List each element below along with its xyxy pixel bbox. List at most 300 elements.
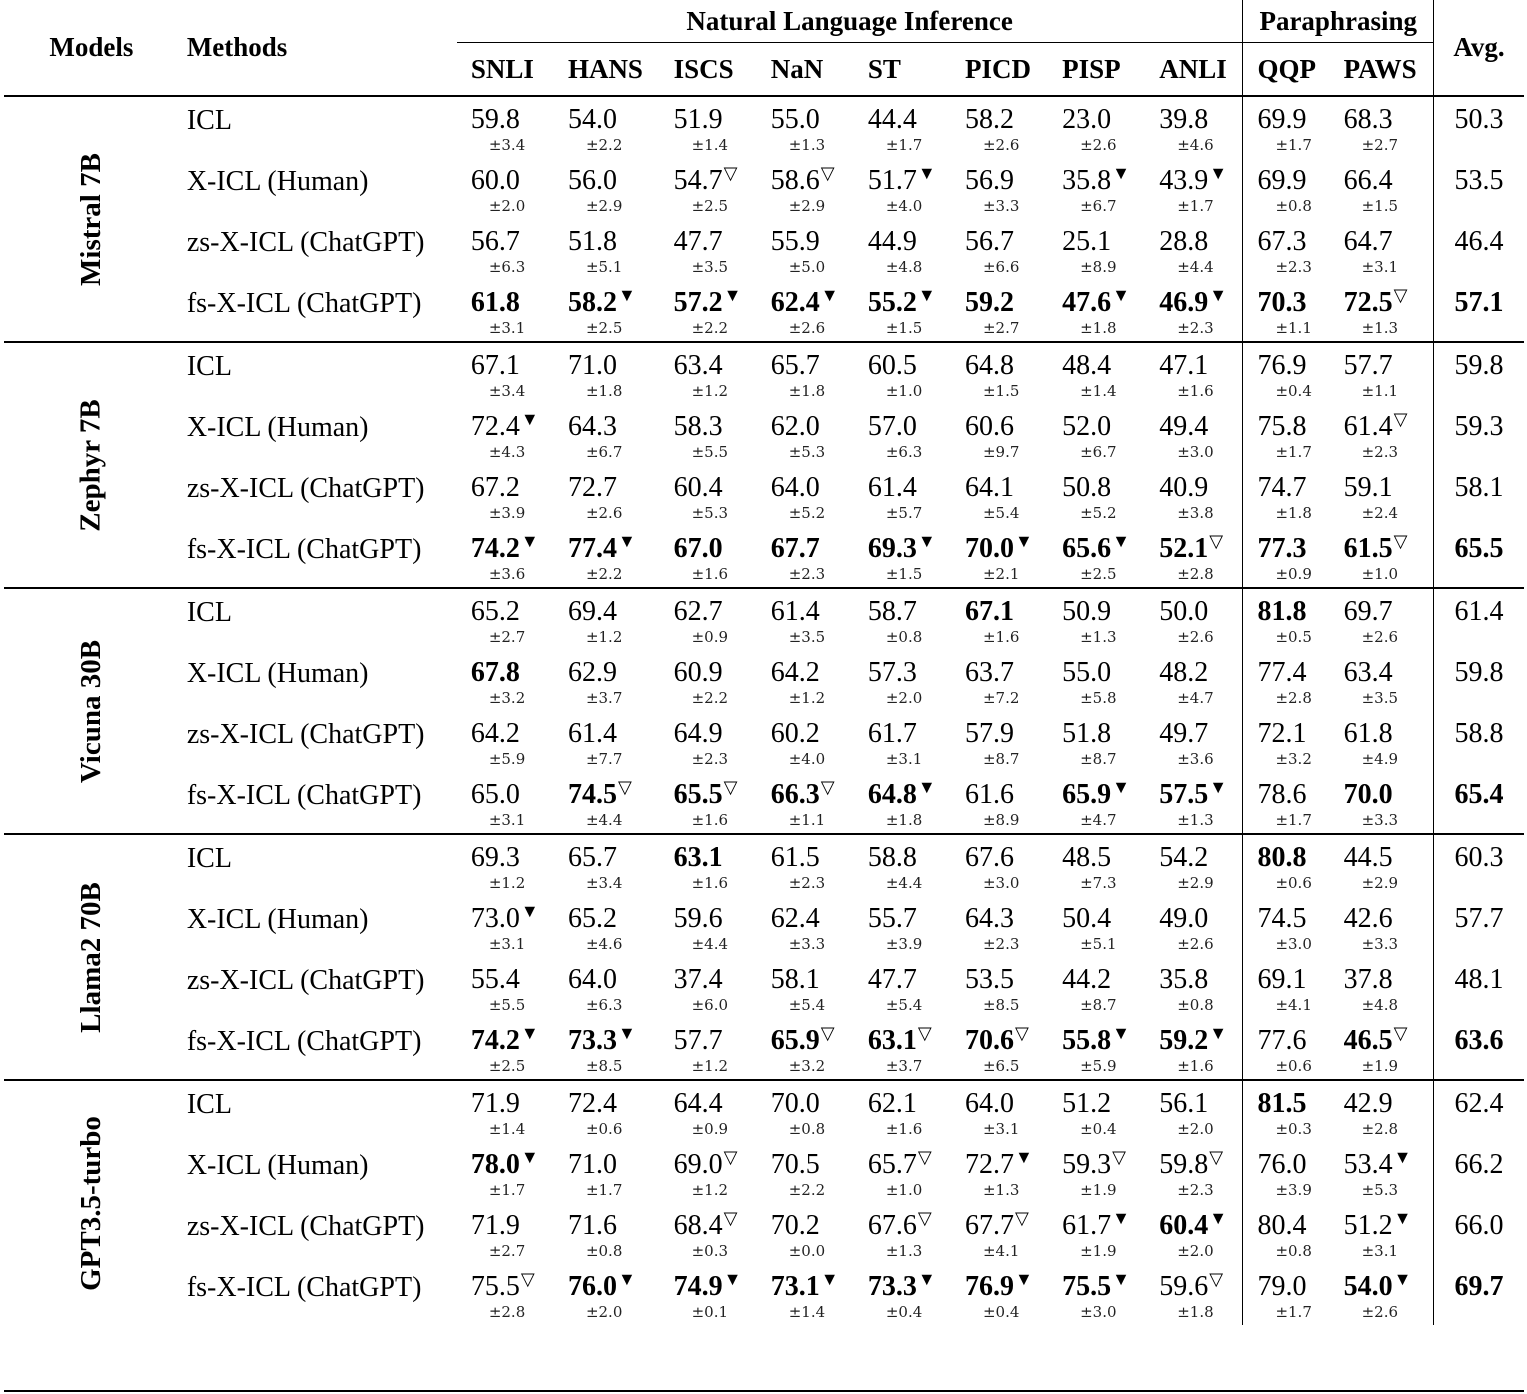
score-value: [868, 227, 951, 257]
header-dataset-pisp: PISP: [1062, 53, 1121, 84]
std-dev: ±3.9: [885, 935, 923, 953]
method-label: ICL: [179, 834, 457, 896]
score-value: [471, 658, 554, 688]
score-cell-iscs: [660, 280, 757, 342]
score-value: [567, 1268, 660, 1302]
score-cell-pisp: [1048, 834, 1145, 896]
score-cell-anli: [1145, 1264, 1243, 1325]
std-dev: ±6.7: [1080, 197, 1117, 215]
score-number: 50.8: [1062, 472, 1112, 503]
average-cell: [1434, 158, 1525, 219]
model-label-cell: [4, 834, 179, 1080]
score-cell-nan: [757, 1018, 854, 1080]
score-value: [771, 965, 854, 995]
std-dev: ±1.4: [691, 136, 729, 154]
score-number: 56.9: [964, 165, 1014, 196]
average-cell: [1434, 342, 1525, 404]
model-name: Vicuna 30B: [74, 639, 107, 783]
score-value: [1159, 1207, 1242, 1241]
std-dev: ±2.6: [1080, 136, 1117, 154]
std-dev: ±5.3: [788, 443, 826, 461]
score-number: 55.0: [770, 104, 820, 135]
std-dev: ±1.3: [1361, 319, 1399, 337]
score-number: 64.0: [964, 1088, 1014, 1119]
std-dev: ±2.0: [585, 1303, 623, 1321]
std-dev: ±8.9: [1080, 258, 1117, 276]
significance-hollow-triangle-icon: ▽: [520, 1268, 535, 1289]
std-dev: ±1.1: [788, 811, 826, 829]
score-value: [674, 1026, 757, 1056]
score-cell-anli: [1145, 711, 1243, 772]
score-cell-anli: [1145, 1018, 1243, 1080]
score-cell-snli: [457, 1080, 554, 1142]
std-dev: ±1.7: [488, 1181, 526, 1199]
score-number: 67.3: [1257, 226, 1307, 257]
score-value: [770, 162, 854, 196]
score-value: [1344, 719, 1433, 749]
score-cell-st: [854, 588, 951, 650]
table-row: [4, 1203, 1524, 1264]
std-dev: ±6.7: [1080, 443, 1117, 461]
score-cell-st: [854, 465, 951, 526]
std-dev: ±3.3: [982, 197, 1020, 215]
significance-filled-triangle-icon: ▼: [520, 408, 539, 429]
score-number: 48.2: [1159, 657, 1209, 688]
std-dev: ±5.3: [691, 504, 729, 522]
score-number: 59.6: [1159, 1271, 1209, 1302]
score-number: 65.5: [673, 779, 723, 810]
score-number: 67.2: [470, 472, 520, 503]
std-dev: ±4.4: [691, 935, 729, 953]
score-number: 76.0: [1257, 1149, 1307, 1180]
significance-hollow-triangle-icon: ▽: [1209, 1146, 1224, 1167]
std-dev: ±0.8: [1275, 1242, 1312, 1260]
score-value: [471, 166, 554, 196]
score-cell-hans: [554, 588, 660, 650]
score-value: [1159, 162, 1242, 196]
std-dev: ±0.4: [1275, 382, 1312, 400]
score-cell-hans: [554, 158, 660, 219]
score-cell-nan: [757, 219, 854, 280]
significance-hollow-triangle-icon: ▽: [617, 776, 632, 797]
score-number: 58.3: [673, 411, 723, 442]
score-value: [965, 904, 1048, 934]
std-dev: ±3.3: [788, 935, 826, 953]
std-dev: ±0.8: [788, 1120, 826, 1138]
score-number: 35.8: [1159, 964, 1209, 995]
std-dev: ±1.5: [885, 565, 923, 583]
score-cell-picd: [951, 1142, 1048, 1203]
score-value: [674, 1089, 757, 1119]
average-cell: [1434, 526, 1525, 588]
score-cell-nan: [757, 342, 854, 404]
score-cell-st: [854, 404, 951, 465]
std-dev: ±5.4: [885, 996, 923, 1014]
score-cell-st: [854, 219, 951, 280]
model-name: GPT3.5-turbo: [74, 1115, 107, 1291]
score-cell-nan: [757, 588, 854, 650]
score-number: 61.8: [1343, 718, 1393, 749]
score-value: [1344, 780, 1433, 810]
score-cell-picd: [951, 711, 1048, 772]
score-number: 70.0: [964, 533, 1014, 564]
std-dev: ±0.6: [1275, 874, 1312, 892]
score-number: 54.0: [567, 104, 617, 135]
std-dev: ±1.8: [788, 382, 826, 400]
score-number: 74.2: [470, 1025, 520, 1056]
score-number: 53.5: [964, 964, 1014, 995]
score-value: [568, 166, 660, 196]
score-value: [673, 776, 757, 810]
score-value: [964, 530, 1048, 564]
score-number: 77.4: [1257, 657, 1307, 688]
std-dev: ±2.9: [585, 197, 623, 215]
score-number: 72.5: [1343, 287, 1393, 318]
score-number: 63.1: [867, 1025, 917, 1056]
score-value: [771, 1150, 854, 1180]
table-row: [4, 957, 1524, 1018]
score-value: [965, 473, 1048, 503]
method-label: ICL: [179, 1080, 457, 1142]
std-dev: ±0.4: [1080, 1120, 1117, 1138]
significance-hollow-triangle-icon: ▽: [1112, 1146, 1126, 1167]
score-cell-pisp: [1048, 1142, 1145, 1203]
score-cell-snli: [457, 896, 554, 957]
score-number: 55.2: [867, 287, 917, 318]
std-dev: ±0.3: [1275, 1120, 1312, 1138]
score-cell-paws: [1330, 650, 1434, 711]
score-cell-qqp: [1243, 158, 1330, 219]
std-dev: ±3.1: [488, 811, 526, 829]
header-dataset-hans: HANS: [567, 53, 643, 84]
average-value: 58.8: [1454, 718, 1504, 749]
score-number: 51.8: [1062, 718, 1112, 749]
score-number: 77.4: [567, 533, 617, 564]
score-value: [471, 105, 554, 135]
std-dev: ±1.7: [1177, 197, 1214, 215]
score-cell-picd: [951, 896, 1048, 957]
header-dataset-iscs: ISCS: [673, 53, 734, 84]
score-cell-paws: [1330, 526, 1434, 588]
score-number: 47.1: [1159, 350, 1209, 381]
significance-filled-triangle-icon: ▼: [917, 162, 936, 183]
score-number: 49.0: [1159, 903, 1209, 934]
score-value: [1257, 1089, 1329, 1119]
score-cell-st: [854, 342, 951, 404]
score-cell-iscs: [660, 158, 757, 219]
score-number: 59.8: [470, 104, 520, 135]
score-number: 58.2: [567, 287, 617, 318]
average-value: 59.8: [1454, 657, 1504, 688]
score-cell-paws: [1330, 1264, 1434, 1325]
significance-filled-triangle-icon: ▼: [1393, 1207, 1412, 1228]
results-table: [4, 0, 1524, 1325]
significance-filled-triangle-icon: ▼: [1112, 776, 1130, 797]
score-cell-paws: [1330, 711, 1434, 772]
score-number: 67.8: [470, 657, 520, 688]
std-dev: ±8.7: [982, 750, 1020, 768]
std-dev: ±2.2: [788, 1181, 826, 1199]
score-cell-st: [854, 711, 951, 772]
score-number: 61.4: [567, 718, 617, 749]
score-cell-st: [854, 834, 951, 896]
score-number: 54.7: [673, 165, 723, 196]
score-number: 65.2: [567, 903, 617, 934]
method-label: fs-X-ICL (ChatGPT): [186, 288, 422, 319]
std-dev: ±1.4: [488, 1120, 526, 1138]
header-dataset-st: ST: [867, 53, 901, 84]
score-cell-pisp: [1048, 896, 1145, 957]
score-number: 61.7: [1062, 1210, 1112, 1241]
significance-filled-triangle-icon: ▼: [917, 1268, 936, 1289]
score-cell-paws: [1330, 219, 1434, 280]
std-dev: ±1.9: [1080, 1181, 1117, 1199]
score-number: 48.4: [1062, 350, 1112, 381]
std-dev: ±1.2: [585, 628, 623, 646]
score-value: [471, 473, 554, 503]
score-cell-nan: [757, 1142, 854, 1203]
score-number: 64.2: [470, 718, 520, 749]
significance-filled-triangle-icon: ▼: [1014, 530, 1033, 551]
table-row: [4, 158, 1524, 219]
score-cell-nan: [757, 896, 854, 957]
std-dev: ±2.5: [585, 319, 623, 337]
significance-hollow-triangle-icon: ▽: [820, 1022, 835, 1043]
std-dev: ±0.9: [691, 628, 729, 646]
std-dev: ±1.8: [585, 382, 623, 400]
std-dev: ±2.1: [982, 565, 1020, 583]
std-dev: ±0.8: [585, 1242, 623, 1260]
table-row: [4, 1080, 1524, 1142]
score-value: [471, 719, 554, 749]
score-number: 57.9: [964, 718, 1014, 749]
score-value: [1159, 1268, 1242, 1302]
score-number: 74.5: [1257, 903, 1307, 934]
std-dev: ±2.6: [585, 504, 623, 522]
score-number: 62.7: [673, 596, 723, 627]
score-value: [1159, 1022, 1242, 1056]
score-cell-pisp: [1048, 772, 1145, 834]
std-dev: ±1.1: [1361, 382, 1399, 400]
score-cell-iscs: [660, 1080, 757, 1142]
table-row: [4, 280, 1524, 342]
significance-filled-triangle-icon: ▼: [1014, 1146, 1033, 1167]
score-cell-nan: [757, 957, 854, 1018]
score-value: [868, 719, 951, 749]
std-dev: ±2.9: [1177, 874, 1214, 892]
std-dev: ±5.2: [788, 504, 826, 522]
method-label: ICL: [179, 588, 457, 650]
score-number: 63.1: [673, 842, 723, 873]
score-value: [965, 965, 1048, 995]
score-value: [1159, 1089, 1242, 1119]
score-cell-st: [854, 896, 951, 957]
std-dev: ±2.3: [788, 874, 826, 892]
std-dev: ±4.1: [982, 1242, 1020, 1260]
score-number: 55.7: [867, 903, 917, 934]
significance-filled-triangle-icon: ▼: [917, 776, 936, 797]
score-value: [471, 1211, 554, 1241]
score-number: 81.5: [1257, 1088, 1307, 1119]
score-cell-pisp: [1048, 1080, 1145, 1142]
score-number: 61.4: [867, 472, 917, 503]
score-value: [567, 284, 660, 318]
score-number: 51.7: [867, 165, 917, 196]
score-cell-anli: [1145, 650, 1243, 711]
significance-hollow-triangle-icon: ▽: [1209, 530, 1224, 551]
score-number: 56.1: [1159, 1088, 1209, 1119]
significance-filled-triangle-icon: ▼: [820, 1268, 839, 1289]
score-number: 61.4: [770, 596, 820, 627]
significance-filled-triangle-icon: ▼: [617, 1268, 636, 1289]
score-number: 73.3: [867, 1271, 917, 1302]
score-value: [1257, 473, 1329, 503]
score-number: 63.4: [673, 350, 723, 381]
score-cell-st: [854, 280, 951, 342]
std-dev: ±3.1: [488, 319, 526, 337]
score-number: 70.3: [1257, 287, 1307, 318]
score-cell-st: [854, 158, 951, 219]
std-dev: ±4.7: [1177, 689, 1214, 707]
score-cell-iscs: [660, 404, 757, 465]
score-cell-paws: [1330, 280, 1434, 342]
score-value: [1257, 658, 1329, 688]
score-cell-picd: [951, 465, 1048, 526]
significance-filled-triangle-icon: ▼: [1393, 1146, 1412, 1167]
header-avg: Avg.: [1434, 0, 1525, 96]
score-cell-anli: [1145, 896, 1243, 957]
significance-filled-triangle-icon: ▼: [917, 530, 936, 551]
score-cell-paws: [1330, 96, 1434, 158]
std-dev: ±1.3: [1080, 628, 1117, 646]
std-dev: ±3.9: [488, 504, 526, 522]
table-row: [4, 1264, 1524, 1325]
score-cell-hans: [554, 650, 660, 711]
average-value: 65.5: [1454, 533, 1504, 564]
score-cell-snli: [457, 1142, 554, 1203]
score-value: [965, 105, 1048, 135]
table-row: [4, 896, 1524, 957]
std-dev: ±2.3: [1177, 1181, 1214, 1199]
score-value: [771, 658, 854, 688]
std-dev: ±1.6: [885, 1120, 923, 1138]
table-row: [4, 711, 1524, 772]
std-dev: ±5.9: [1080, 1057, 1117, 1075]
score-value: [1344, 351, 1433, 381]
model-label-cell: [4, 342, 179, 588]
std-dev: ±4.6: [585, 935, 623, 953]
score-cell-st: [854, 1142, 951, 1203]
significance-filled-triangle-icon: ▼: [1112, 284, 1130, 305]
significance-filled-triangle-icon: ▼: [520, 900, 539, 921]
average-cell: [1434, 834, 1525, 896]
significance-filled-triangle-icon: ▼: [520, 530, 539, 551]
score-value: [1343, 1022, 1433, 1056]
std-dev: ±3.7: [585, 689, 623, 707]
score-number: 70.0: [770, 1088, 820, 1119]
score-value: [471, 843, 554, 873]
score-cell-snli: [457, 465, 554, 526]
score-value: [1344, 658, 1433, 688]
score-cell-picd: [951, 834, 1048, 896]
method-label: X-ICL (Human): [186, 166, 369, 197]
score-cell-anli: [1145, 772, 1243, 834]
score-number: 69.7: [1343, 596, 1393, 627]
significance-filled-triangle-icon: ▼: [617, 1022, 636, 1043]
score-number: 71.0: [567, 350, 617, 381]
significance-filled-triangle-icon: ▼: [723, 284, 742, 305]
std-dev: ±3.0: [982, 874, 1020, 892]
score-cell-hans: [554, 404, 660, 465]
score-cell-hans: [554, 465, 660, 526]
std-dev: ±1.0: [885, 1181, 923, 1199]
score-cell-anli: [1145, 526, 1243, 588]
std-dev: ±1.9: [1361, 1057, 1399, 1075]
std-dev: ±6.7: [585, 443, 623, 461]
score-number: 75.8: [1257, 411, 1307, 442]
score-cell-paws: [1330, 1142, 1434, 1203]
std-dev: ±2.2: [691, 319, 729, 337]
score-number: 64.8: [867, 779, 917, 810]
score-cell-qqp: [1243, 1080, 1330, 1142]
std-dev: ±2.3: [1361, 443, 1399, 461]
score-cell-hans: [554, 526, 660, 588]
score-number: 72.4: [567, 1088, 617, 1119]
std-dev: ±3.1: [885, 750, 923, 768]
header-dataset-nan: NaN: [770, 53, 824, 84]
score-number: 76.9: [964, 1271, 1014, 1302]
std-dev: ±1.2: [691, 1057, 729, 1075]
significance-filled-triangle-icon: ▼: [617, 284, 636, 305]
method-label: fs-X-ICL (ChatGPT): [186, 534, 422, 565]
score-value: [868, 105, 951, 135]
score-value: [471, 351, 554, 381]
score-cell-picd: [951, 526, 1048, 588]
score-cell-hans: [554, 772, 660, 834]
average-value: 50.3: [1454, 104, 1504, 135]
std-dev: ±4.1: [1275, 996, 1312, 1014]
score-value: [673, 1268, 757, 1302]
score-number: 57.2: [673, 287, 723, 318]
std-dev: ±0.0: [788, 1242, 826, 1260]
score-cell-nan: [757, 526, 854, 588]
std-dev: ±1.3: [982, 1181, 1020, 1199]
method-label: X-ICL (Human): [186, 658, 369, 689]
std-dev: ±2.2: [585, 136, 623, 154]
average-cell: [1434, 1142, 1525, 1203]
model-label-cell: [4, 1080, 179, 1325]
score-value: [1159, 105, 1242, 135]
significance-filled-triangle-icon: ▼: [1112, 1207, 1130, 1228]
table-row: [4, 588, 1524, 650]
score-cell-qqp: [1243, 772, 1330, 834]
score-cell-picd: [951, 158, 1048, 219]
score-cell-qqp: [1243, 404, 1330, 465]
score-value: [470, 1268, 554, 1302]
method-label: X-ICL (Human): [186, 1150, 369, 1181]
average-cell: [1434, 772, 1525, 834]
average-value: 66.0: [1454, 1210, 1504, 1241]
score-value: [965, 658, 1048, 688]
score-cell-picd: [951, 588, 1048, 650]
score-cell-iscs: [660, 588, 757, 650]
method-label: fs-X-ICL (ChatGPT): [186, 1272, 422, 1303]
score-value: [568, 351, 660, 381]
score-value: [568, 658, 660, 688]
score-number: 61.5: [770, 842, 820, 873]
std-dev: ±1.2: [691, 1181, 729, 1199]
score-value: [868, 658, 951, 688]
